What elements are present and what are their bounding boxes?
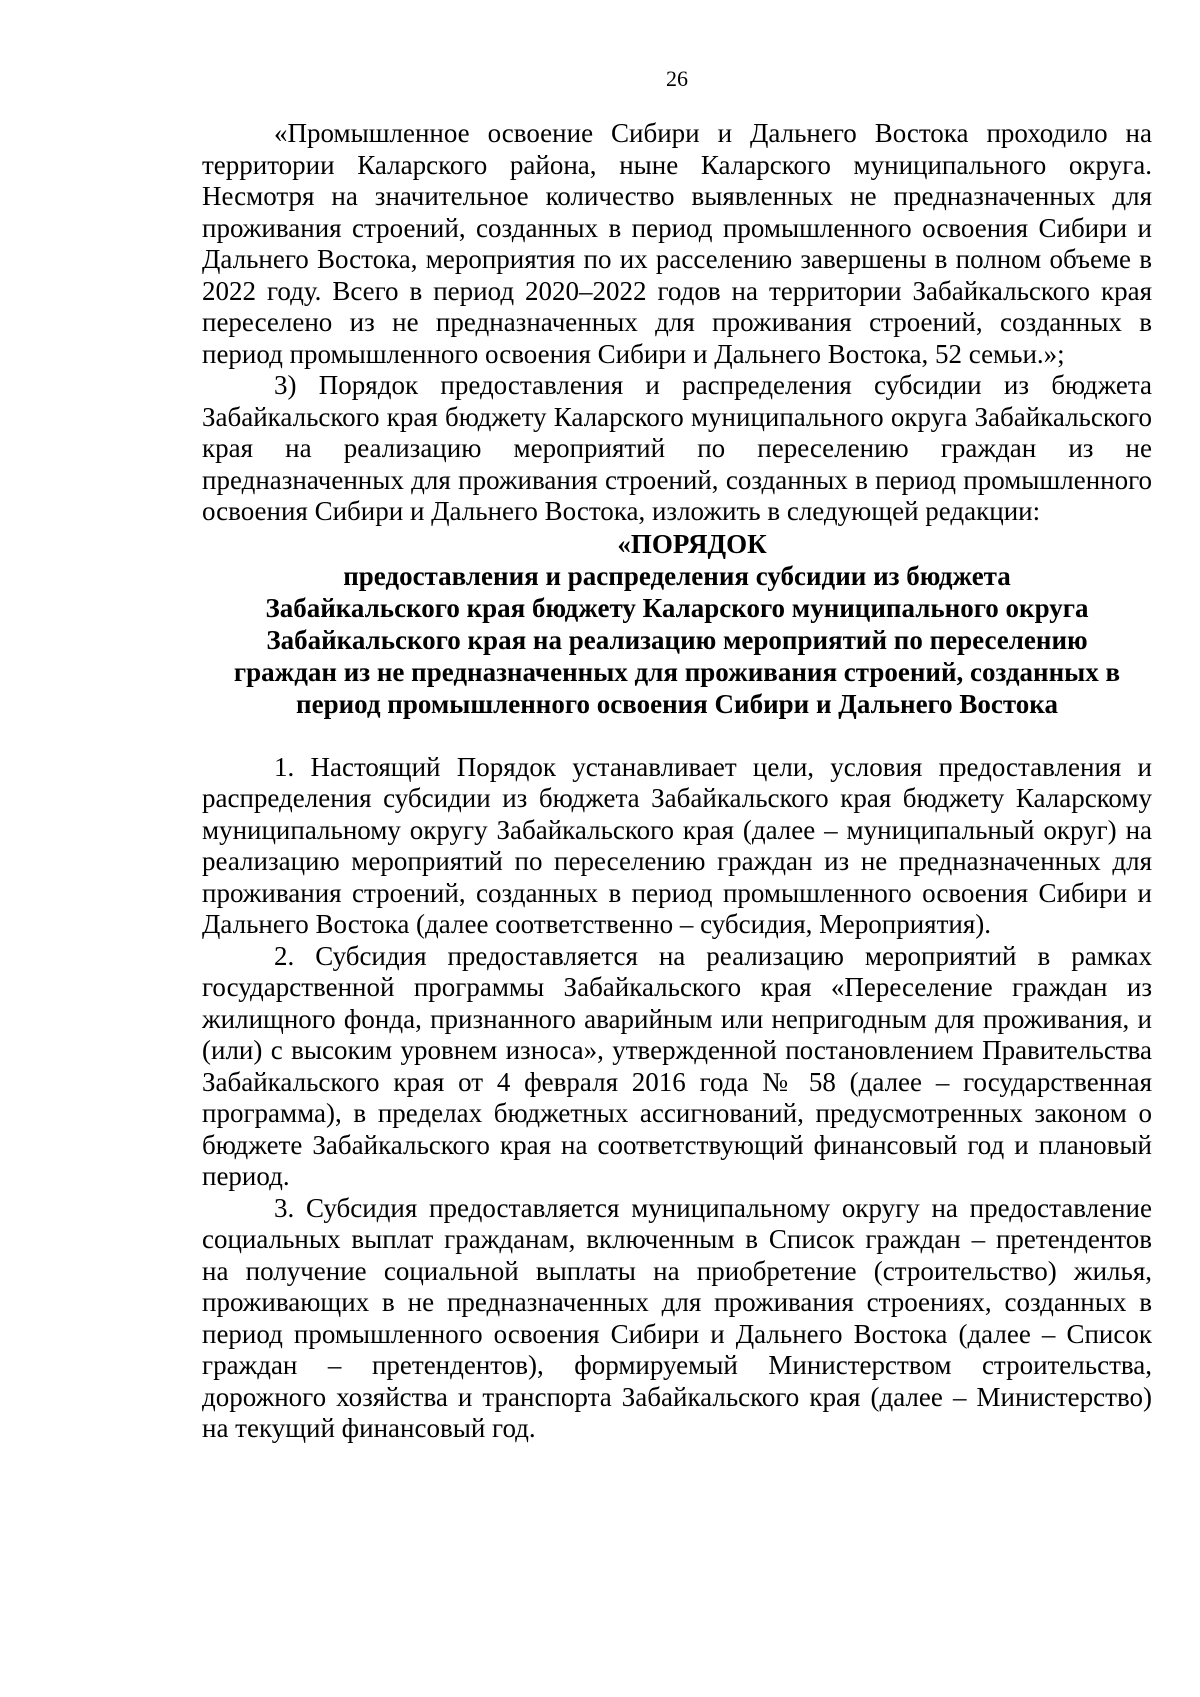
order-heading-line-1: предоставления и распределения субсидии из бюджета — [343, 560, 1011, 591]
order-heading-title: «ПОРЯДОК — [617, 528, 767, 559]
intro-paragraph-1: «Промышленное освоение Сибири и Дальнего Востока проходило на территории Каларского района, ныне Каларского муниципального округа. Несмотря на значительное количество выявленных не предназначенных для проживания строений, созданных в период промышленного освоения Сибири и Дальнего Востока, мероприятия по их расселению завершены в полном объеме в 2022 году. Всего в период 2020–2022 годов на территории Забайкальского края переселено из не предназначенных для проживания строений, созданных в период промышленного освоения Сибири и Дальнего Востока, 52 семьи.»; — [202, 118, 1152, 369]
order-heading-line-3: Забайкальского края на реализацию мероприятий по переселению — [266, 624, 1088, 655]
body-paragraph-2: 2. Субсидия предоставляется на реализацию мероприятий в рамках государственной программы Забайкальского края «Переселение граждан из жилищного фонда, признанного аварийным или непригодным для проживания, и (или) с высоким уровнем износа», утвержденной постановлением Правительства Забайкальского края от 4 февраля 2016 года № 58 (далее – государственная программа), в пределах бюджетных ассигнований, предусмотренных законом о бюджете Забайкальского края на соответствующий финансовый год и плановый период. — [202, 940, 1152, 1191]
body-paragraph-3: 3. Субсидия предоставляется муниципальному округу на предоставление социальных выплат гражданам, включенным в Список граждан – претендентов на получение социальной выплаты на приобретение (строительство) жилья, проживающих в не предназначенных для проживания строениях, созданных в период промышленного освоения Сибири и Дальнего Востока (далее – Список граждан – претендентов), формируемый Министерством строительства, дорожного хозяйства и транспорта Забайкальского края (далее – Министерство) на текущий финансовый год. — [202, 1192, 1152, 1443]
order-heading-line-2: Забайкальского края бюджету Каларского муниципального округа — [265, 592, 1089, 623]
body-paragraph-1: 1. Настоящий Порядок устанавливает цели, условия предоставления и распределения субсидии из бюджета Забайкальского края бюджету Каларскому муниципальному округу Забайкальского края (далее – муниципальный округ) на реализацию мероприятий по переселению граждан из не предназначенных для проживания строений, созданных в период промышленного освоения Сибири и Дальнего Востока (далее соответственно – субсидия, Мероприятия). — [202, 751, 1152, 939]
page-number: 26 — [666, 66, 688, 91]
order-heading-line-4: граждан из не предназначенных для проживания строений, созданных в — [233, 656, 1121, 687]
order-heading — [202, 528, 1152, 720]
order-heading-line-5: период промышленного освоения Сибири и Дальнего Востока — [296, 688, 1058, 719]
intro-paragraph-2: 3) Порядок предоставления и распределения субсидии из бюджета Забайкальского края бюджету Каларского муниципального округа Забайкальского края на реализацию мероприятий по переселению граждан из не предназначенных для проживания строений, созданных в период промышленного освоения Сибири и Дальнего Востока, изложить в следующей редакции: — [202, 370, 1152, 526]
